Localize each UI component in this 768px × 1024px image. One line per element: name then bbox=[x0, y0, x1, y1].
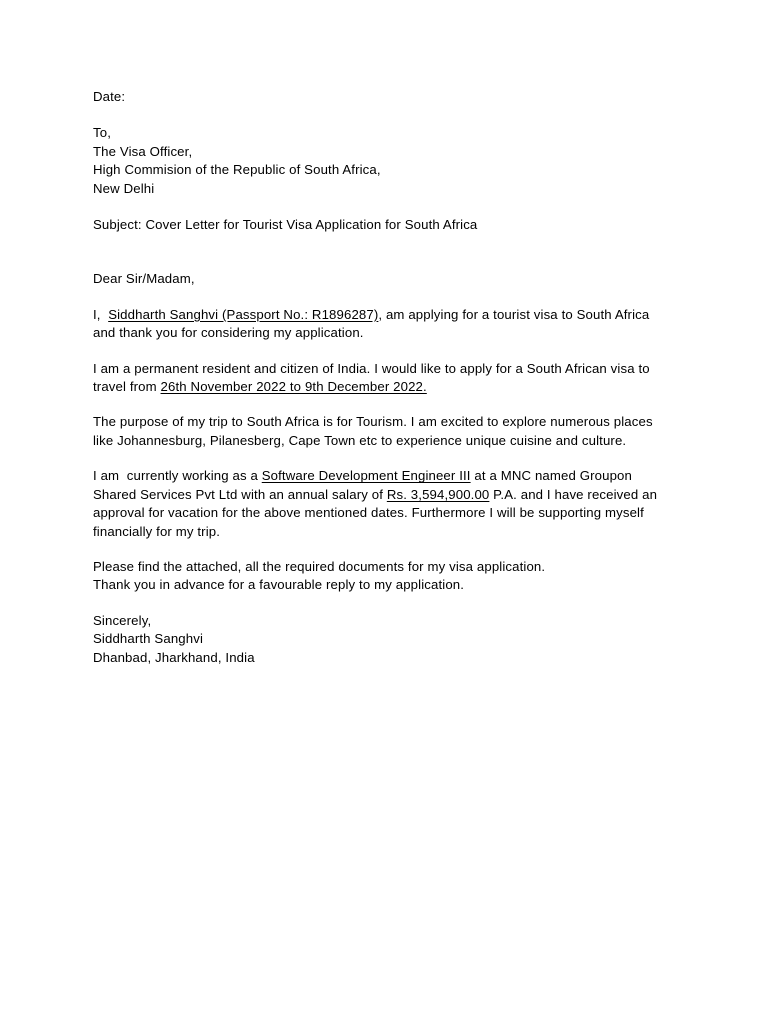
intro-suffix: , am applying for a tourist visa to South Africa and thank you for considering my application. bbox=[93, 306, 650, 341]
closing-attachments-line: Please find the attached, all the required documents for my visa application. bbox=[93, 558, 546, 574]
closing-block bbox=[93, 558, 668, 595]
salutation-block bbox=[93, 270, 668, 288]
paragraph-employment bbox=[93, 467, 668, 541]
signature-block bbox=[93, 612, 668, 667]
trip-purpose-text: The purpose of my trip to South Africa is for Tourism. I am excited to explore numerous places like Johannesburg, Pilanesberg, Cape Town etc to experience unique cuisine and culture. bbox=[93, 414, 653, 448]
annual-salary: Rs. 3,594,900.00 bbox=[386, 486, 490, 502]
recipient-address-block bbox=[93, 124, 668, 198]
travel-dates: 26th November 2022 to 9th December 2022. bbox=[160, 379, 427, 395]
date-block bbox=[93, 88, 668, 106]
recipient-line-commission: High Commision of the Republic of South Africa, bbox=[93, 162, 381, 178]
residency-prefix: I am a permanent resident and citizen of India. I would like to apply for a South African visa to travel from bbox=[93, 360, 650, 395]
signature-location: Dhanbad, Jharkhand, India bbox=[93, 649, 255, 665]
subject-line: Subject: Cover Letter for Tourist Visa Application for South Africa bbox=[93, 217, 478, 233]
recipient-line-officer: The Visa Officer, bbox=[93, 143, 193, 159]
paragraph-applicant-intro bbox=[93, 306, 668, 343]
applicant-name-passport: Siddharth Sanghvi (Passport No.: R1896287) bbox=[108, 306, 379, 322]
letter-body bbox=[93, 88, 668, 667]
signature-sincerely: Sincerely, bbox=[93, 612, 152, 628]
recipient-line-to: To, bbox=[93, 125, 111, 141]
recipient-line-city: New Delhi bbox=[93, 180, 155, 196]
intro-prefix: I, bbox=[93, 306, 109, 322]
salutation-line: Dear Sir/Madam, bbox=[93, 271, 195, 287]
employer-text: at a MNC named Groupon Shared Services Pvt Ltd with an annual salary of bbox=[93, 468, 632, 502]
signature-name: Siddharth Sanghvi bbox=[93, 631, 204, 647]
paragraph-residency-dates bbox=[93, 360, 668, 397]
employment-suffix: P.A. and I have received an approval for vacation for the above mentioned dates. Furthermore I will be supporting myself financially for my trip. bbox=[93, 486, 658, 539]
closing-thanks-line: Thank you in advance for a favourable reply to my application. bbox=[93, 577, 465, 593]
date-label: Date: bbox=[93, 89, 126, 104]
employment-prefix: I am currently working as a bbox=[93, 468, 262, 484]
subject-block bbox=[93, 216, 668, 234]
paragraph-trip-purpose bbox=[93, 413, 668, 450]
job-title: Software Development Engineer III bbox=[261, 468, 471, 484]
